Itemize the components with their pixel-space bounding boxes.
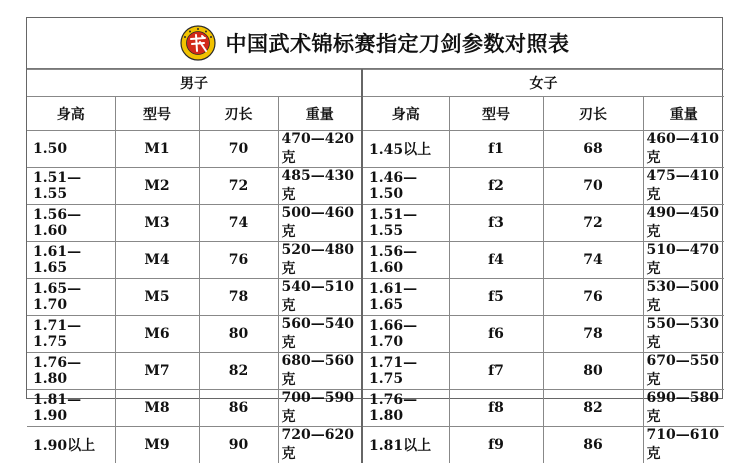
- female-height-cell: 1.81以上: [362, 427, 449, 463]
- group-male: 男子: [27, 70, 362, 97]
- female-blade-cell: 68: [543, 131, 643, 168]
- female-model-cell: f9: [449, 427, 543, 463]
- table-row: [27, 427, 724, 463]
- male-model-cell: M1: [115, 131, 199, 168]
- female-blade-cell: 80: [543, 353, 643, 390]
- table-row: [27, 168, 724, 205]
- female-weight-cell: 475—410克: [643, 168, 724, 205]
- male-height-cell: 1.71—1.75: [27, 316, 115, 353]
- male-height-cell: 1.81—1.90: [27, 390, 115, 427]
- male-height-cell: 1.76—1.80: [27, 353, 115, 390]
- title-bar: [27, 18, 722, 69]
- male-model-cell: M6: [115, 316, 199, 353]
- female-blade-cell: 82: [543, 390, 643, 427]
- group-female: 女子: [362, 70, 724, 97]
- female-blade-cell: 86: [543, 427, 643, 463]
- female-height-cell: 1.61—1.65: [362, 279, 449, 316]
- male-model-cell: M4: [115, 242, 199, 279]
- col-blade: 刃长: [543, 97, 643, 131]
- female-blade-cell: 74: [543, 242, 643, 279]
- male-model-cell: M8: [115, 390, 199, 427]
- male-height-cell: 1.50: [27, 131, 115, 168]
- male-model-cell: M9: [115, 427, 199, 463]
- female-weight-cell: 510—470克: [643, 242, 724, 279]
- table-row: [27, 279, 724, 316]
- table-row: [27, 390, 724, 427]
- female-blade-cell: 78: [543, 316, 643, 353]
- column-header-row: [27, 97, 724, 131]
- female-weight-cell: 490—450克: [643, 205, 724, 242]
- male-weight-cell: 680—560克: [278, 353, 362, 390]
- female-weight-cell: 690—580克: [643, 390, 724, 427]
- female-model-cell: f3: [449, 205, 543, 242]
- male-height-cell: 1.56—1.60: [27, 205, 115, 242]
- male-weight-cell: 485—430克: [278, 168, 362, 205]
- female-height-cell: 1.46—1.50: [362, 168, 449, 205]
- male-blade-cell: 76: [199, 242, 278, 279]
- female-model-cell: f2: [449, 168, 543, 205]
- col-blade: 刃长: [199, 97, 278, 131]
- male-blade-cell: 90: [199, 427, 278, 463]
- female-weight-cell: 530—500克: [643, 279, 724, 316]
- female-model-cell: f1: [449, 131, 543, 168]
- male-height-cell: 1.65—1.70: [27, 279, 115, 316]
- female-model-cell: f7: [449, 353, 543, 390]
- male-blade-cell: 78: [199, 279, 278, 316]
- male-weight-cell: 720—620克: [278, 427, 362, 463]
- male-height-cell: 1.61—1.65: [27, 242, 115, 279]
- female-blade-cell: 72: [543, 205, 643, 242]
- table-row: [27, 131, 724, 168]
- table-row: [27, 316, 724, 353]
- col-weight: 重量: [643, 97, 724, 131]
- female-height-cell: 1.76—1.80: [362, 390, 449, 427]
- female-blade-cell: 70: [543, 168, 643, 205]
- female-height-cell: 1.66—1.70: [362, 316, 449, 353]
- male-model-cell: M2: [115, 168, 199, 205]
- female-model-cell: f8: [449, 390, 543, 427]
- female-weight-cell: 710—610克: [643, 427, 724, 463]
- male-model-cell: M5: [115, 279, 199, 316]
- male-weight-cell: 560—540克: [278, 316, 362, 353]
- col-model: 型号: [115, 97, 199, 131]
- male-height-cell: 1.90以上: [27, 427, 115, 463]
- male-blade-cell: 86: [199, 390, 278, 427]
- female-weight-cell: 670—550克: [643, 353, 724, 390]
- female-height-cell: 1.45以上: [362, 131, 449, 168]
- col-model: 型号: [449, 97, 543, 131]
- female-height-cell: 1.51—1.55: [362, 205, 449, 242]
- male-blade-cell: 80: [199, 316, 278, 353]
- male-model-cell: M7: [115, 353, 199, 390]
- page-title: 中国武术锦标赛指定刀剑参数对照表: [226, 28, 570, 58]
- col-weight: 重量: [278, 97, 362, 131]
- parameter-table: [27, 69, 724, 463]
- female-model-cell: f4: [449, 242, 543, 279]
- gender-header-row: [27, 70, 724, 97]
- female-height-cell: 1.71—1.75: [362, 353, 449, 390]
- male-weight-cell: 520—480克: [278, 242, 362, 279]
- wushu-emblem-icon: [180, 25, 216, 61]
- male-weight-cell: 470—420克: [278, 131, 362, 168]
- female-weight-cell: 460—410克: [643, 131, 724, 168]
- table-row: [27, 353, 724, 390]
- female-model-cell: f6: [449, 316, 543, 353]
- male-blade-cell: 72: [199, 168, 278, 205]
- female-height-cell: 1.56—1.60: [362, 242, 449, 279]
- col-height: 身高: [362, 97, 449, 131]
- col-height: 身高: [27, 97, 115, 131]
- table-row: [27, 205, 724, 242]
- female-blade-cell: 76: [543, 279, 643, 316]
- male-weight-cell: 700—590克: [278, 390, 362, 427]
- table-row: [27, 242, 724, 279]
- male-model-cell: M3: [115, 205, 199, 242]
- male-height-cell: 1.51—1.55: [27, 168, 115, 205]
- male-weight-cell: 500—460克: [278, 205, 362, 242]
- male-blade-cell: 70: [199, 131, 278, 168]
- female-model-cell: f5: [449, 279, 543, 316]
- female-weight-cell: 550—530克: [643, 316, 724, 353]
- male-weight-cell: 540—510克: [278, 279, 362, 316]
- parameter-sheet: [26, 17, 723, 399]
- male-blade-cell: 82: [199, 353, 278, 390]
- male-blade-cell: 74: [199, 205, 278, 242]
